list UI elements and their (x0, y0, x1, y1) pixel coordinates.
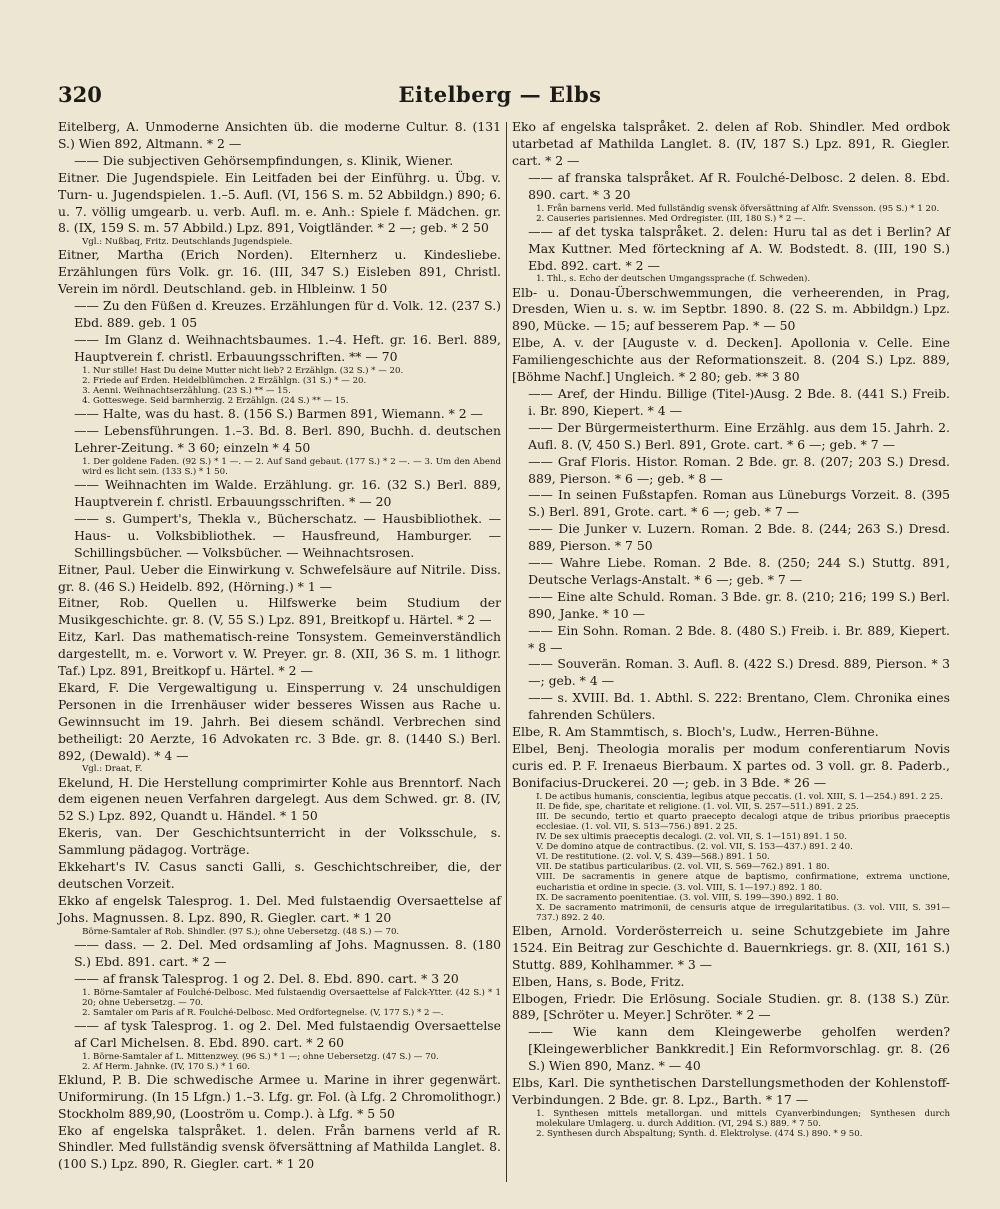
catalog-entry: Eitner, Rob. Quellen u. Hilfswerke beim Studium der Musikgeschichte. gr. 8. (V, 55 S.) Lpz. 891, Breitkopf u. Härtel. * 2 — (58, 595, 501, 628)
continuation-entry: —— af franska talspråket. Af R. Foulché-Delbosc. 2 delen. 8. Ebd. 890. cart. * 3 20 (528, 169, 950, 202)
sub-entry: 3. Aenni. Weihnachtserzählung. (23 S.) ** — 15. (82, 385, 291, 396)
sub-entry: 4. Gotteswege. Seid barmherzig. 2 Erzählgn. (24 S.) ** — 15. (82, 396, 349, 407)
sub-entry: VI. De restitutione. (2. vol. V, S. 439—568.) 891. 1 50. (536, 852, 770, 863)
continuation-entry: —— Weihnachten im Walde. Erzählung. gr. 16. (32 S.) Berl. 889, Hauptverein f. christl. Erbauungsschriften. * — 20 (74, 477, 501, 509)
catalog-entry: Elbe, A. v. der [Auguste v. d. Decken]. Apollonia v. Celle. Eine Familiengeschichte aus der Reformationszeit. 8. (204 S.) Lpz. 889, [Böhme Nachf.] Ungleich. * 2 80; geb. ** 3 80 (512, 335, 950, 385)
sub-entry: 1. Börne-Samtaler af Foulché-Delbosc. Med fulstaendig Oversaettelse af Falck-Ytter. (42 S.) * 1 20; ohne Uebersetzg. — 70. (82, 987, 501, 1008)
sub-entry: 1. Börne-Samtaler af L. Mittenzwey. (96 S.) * 1 —; ohne Uebersetzg. (47 S.) — 70. (82, 1051, 439, 1062)
catalog-entry: Eitelberg, A. Unmoderne Ansichten üb. die moderne Cultur. 8. (131 S.) Wien 892, Altmann. * 2 — (58, 119, 501, 151)
column-divider (506, 122, 507, 1182)
running-title: Eitelberg — Elbs (398, 82, 602, 107)
catalog-entry: Elb- u. Donau-Überschwemmungen, die verheerenden, in Prag, Dresden, Wien u. s. w. im Septbr. 1890. 8. (22 S. m. Abbildgn.) Lpz. 890, Mücke. — 15; auf besserem Pap. * — 50 (512, 284, 950, 334)
sub-entry: VIII. De sacramentis in genere atque de baptismo, confirmatione, extrema unctione, eucharistia et ordine in specie. (3. vol. VIII, S. 1—197.) 892. 1 80. (536, 872, 950, 893)
sub-entry: 1. Från barnens verld. Med fullständig svensk öfversättning af Alfr. Svensson. (95 S.) * 1 20. (536, 203, 940, 214)
continuation-entry: —— s. Gumpert's, Thekla v., Bücherschatz. — Hausbibliothek. — Haus- u. Volksbibliothek. — Hausfreund, Hamburger. — Schillingsbücher. — Volksbücher. — Weihnachtsrosen. (74, 510, 501, 560)
sub-entry: III. De secundo, tertio et quarto praecepto decalogi atque de tribus prioribus praeceptis ecclesiae. (1. vol. VII, S. 513—756.) 891. 2 25. (536, 811, 950, 832)
catalog-entry: Elbel, Benj. Theologia moralis per modum conferentiarum Novis curis ed. P. F. Irenaeus Bierbaum. X partes od. 3 voll. gr. 8. Paderb., Bonifacius-Druckerei. 20 —; geb. in 3 Bde. * 26 — (512, 741, 950, 790)
sub-entry: 1. Synthesen mittels metallorgan. und mittels Cyanverbindungen; Synthesen durch molekulare Umlagerg. u. durch Addition. (VI, 294 S.) 889. * 7 50. (536, 1108, 950, 1129)
sub-entry: 1. Nur stille! Hast Du deine Mutter nicht lieb? 2 Erzählgn. (32 S.) * — 20. (82, 365, 404, 376)
sub-entry: 2. Causeries parisiennes. Med Ordregister. (III, 180 S.) * 2 —. (536, 213, 806, 224)
catalog-entry: Eitner. Die Jugendspiele. Ein Leitfaden bei der Einführg. u. Übg. v. Turn- u. Jugendspielen. 1.–5. Aufl. (VI, 156 S. m. 52 Abbildgn.) 890; 6. u. 7. völlig umgearb. u. verb. Aufl. m. e. Anh.: Spiele f. Mädchen. gr. 8. (IX, 159 S. m. 57 Abbild.) Lpz. 891, Voigtländer. * 2 —; geb. * 2 50 (58, 169, 501, 236)
catalog-entry: Elbe, R. Am Stammtisch, s. Bloch's, Ludw., Herren-Bühne. (512, 724, 879, 740)
continuation-entry: —— Die subjectiven Gehörsempfindungen, s. Klinik, Wiener. (74, 152, 454, 168)
continuation-entry: —— Ein Sohn. Roman. 2 Bde. 8. (480 S.) Freib. i. Br. 889, Kiepert. * 8 — (528, 622, 950, 655)
catalog-entry: Eko af engelska talspråket. 1. delen. Från barnens verld af R. Shindler. Med fullständig svensk öfversättning af Mathilda Langlet. 8. (100 S.) Lpz. 890, R. Giegler. cart. * 1 20 (58, 1122, 501, 1172)
catalog-entry: Eitner, Paul. Ueber die Einwirkung v. Schwefelsäure auf Nitrile. Diss. gr. 8. (46 S.) Heidelb. 892, (Hörning.) * 1 — (58, 561, 501, 594)
left-column (58, 119, 501, 1173)
continuation-entry: —— Souverän. Roman. 3. Aufl. 8. (422 S.) Dresd. 889, Pierson. * 3 —; geb. * 4 — (528, 656, 950, 689)
continuation-entry: —— Wahre Liebe. Roman. 2 Bde. 8. (250; 244 S.) Stuttg. 891, Deutsche Verlags-Anstalt. * 6 —; geb. * 7 — (528, 555, 950, 587)
catalog-entry: Elbs, Karl. Die synthetischen Darstellungsmethoden der Kohlenstoff-Verbindungen. 2 Bde. gr. 8. Lpz., Barth. * 17 — (512, 1075, 950, 1107)
catalog-entry: Eko af engelska talspråket. 2. delen af Rob. Shindler. Med ordbok utarbetad af Mathilda Langlet. 8. (IV, 187 S.) Lpz. 891, R. Giegler. cart. * 2 — (512, 119, 950, 168)
continuation-entry: —— Die Junker v. Luzern. Roman. 2 Bde. 8. (244; 263 S.) Dresd. 889, Pierson. * 7 50 (528, 521, 950, 554)
catalog-entry: Ekkehart's IV. Casus sancti Galli, s. Geschichtschreiber, die, der deutschen Vorzeit. (58, 859, 501, 891)
continuation-entry: —— dass. — 2. Del. Med ordsamling af Johs. Magnussen. 8. (180 S.) Ebd. 891. cart. * 2 — (74, 936, 501, 969)
catalog-entry: Eklund, P. B. Die schwedische Armee u. Marine in ihrer gegenwärt. Uniformirung. (In 15 Lfgn.) 1.–3. Lfg. gr. Fol. (à Lfg. 2 Chromolithogr.) Stockholm 889,90, (Looström u. Comp.). à Lfg. * 5 50 (58, 1071, 501, 1121)
page-number: 320 (58, 82, 102, 107)
continuation-entry: —— Wie kann dem Kleingewerbe geholfen werden? [Kleingewerblicher Bankkredit.] Ein Reformvorschlag. gr. 8. (26 S.) Wien 890, Manz. * — 40 (528, 1024, 950, 1074)
catalog-entry: Eitz, Karl. Das mathematisch-reine Tonsystem. Gemeinverständlich dargestellt, m. e. Vorwort v. W. Preyer. gr. 8. (XII, 36 S. m. 1 lithogr. Taf.) Lpz. 891, Breitkopf u. Härtel. * 2 — (58, 629, 501, 679)
sub-entry: II. De fide, spe, charitate et religione. (1. vol. VII, S. 257—511.) 891. 2 25. (536, 801, 859, 812)
sub-entry: Börne-Samtaler af Rob. Shindler. (97 S.); ohne Uebersetzg. (48 S.) — 70. (82, 926, 400, 937)
sub-entry: IV. De sex ultimis praeceptis decalogi. (2. vol. VII, S. 1—151) 891. 1 50. (536, 832, 847, 843)
continuation-entry: —— Der Bürgermeisterthurm. Eine Erzählg. aus dem 15. Jahrh. 2. Aufl. 8. (V, 450 S.) Berl. 891, Grote. cart. * 6 —; geb. * 7 — (528, 419, 950, 452)
sub-entry: X. De sacramento matrimonii, de censuris atque de irregularitatibus. (3. vol. VIII, S. 391—737.) 892. 2 40. (536, 902, 950, 923)
sub-entry: 1. Der goldene Faden. (92 S.) * 1 —. — 2. Auf Sand gebaut. (177 S.) * 2 —. — 3. Um den Abend wird es licht sein. (133 S.) * 1 50. (82, 456, 501, 477)
catalog-entry: Eitner, Martha (Erich Norden). Elternherz u. Kindesliebe. Erzählungen fürs Volk. gr. 16. (III, 347 S.) Eisleben 891, Christl. Verein im nördl. Deutschland. geb. in Hlbleinw. 1 50 (58, 247, 501, 297)
continuation-entry: —— Graf Floris. Histor. Roman. 2 Bde. gr. 8. (207; 203 S.) Dresd. 889, Pierson. * 6 —; geb. * 8 — (528, 453, 950, 486)
continuation-entry: —— af tysk Talesprog. 1. og 2. Del. Med fulstaendig Oversaettelse af Carl Michelsen. 8. Ebd. 890. cart. * 2 60 (74, 1017, 501, 1050)
catalog-entry: Elbogen, Friedr. Die Erlösung. Sociale Studien. gr. 8. (138 S.) Zür. 889, [Schröter u. Meyer.] Schröter. * 2 — (512, 990, 950, 1023)
continuation-entry: —— Eine alte Schuld. Roman. 3 Bde. gr. 8. (210; 216; 199 S.) Berl. 890, Janke. * 10 — (528, 588, 950, 621)
sub-entry: 2. Synthesen durch Abspaltung; Synth. d. Elektrolyse. (474 S.) 890. * 9 50. (536, 1129, 863, 1140)
sub-entry: 2. Friede auf Erden. Heidelblümchen. 2 Erzählgn. (31 S.) * — 20. (82, 375, 367, 386)
catalog-entry: Ekko af engelsk Talesprog. 1. Del. Med fulstaendig Oversaettelse af Johs. Magnussen. 8. Lpz. 890, R. Giegler. cart. * 1 20 (58, 892, 501, 925)
catalog-entry: Ekeris, van. Der Geschichtsunterricht in der Volksschule, s. Sammlung pädagog. Vorträge. (58, 825, 501, 858)
sub-entry: Vgl.: Nußbaq, Fritz. Deutschlands Jugendspiele. (82, 237, 293, 248)
continuation-entry: —— In seinen Fußstapfen. Roman aus Lüneburgs Vorzeit. 8. (395 S.) Berl. 891, Grote. cart. * 6 —; geb. * 7 — (528, 487, 950, 520)
right-column (512, 119, 950, 1139)
page-header (0, 82, 1000, 116)
continuation-entry: —— Lebensführungen. 1.–3. Bd. 8. Berl. 890, Buchh. d. deutschen Lehrer-Zeitung. * 3 60; einzeln * 4 50 (74, 423, 501, 455)
sub-entry: V. De domino atque de contractibus. (2. vol. VII, S. 153—437.) 891. 2 40. (536, 842, 853, 853)
sub-entry: 2. Samtaler om Paris af R. Foulché-Delbosc. Med Ordfortegnelse. (V, 177 S.) * 2 —. (82, 1007, 444, 1018)
continuation-entry: —— Aref, der Hindu. Billige (Titel-)Ausg. 2 Bde. 8. (441 S.) Freib. i. Br. 890, Kiepert. * 4 — (528, 385, 950, 418)
catalog-entry: Ekard, F. Die Vergewaltigung u. Einsperrung v. 24 unschuldigen Personen in die Irrenhäuser wider besseres Wissen aus Rache u. Gewinnsucht im 19. Jahrh. Bei diesem schändl. Verbrechen sind betheiligt: 20 Aerzte, 16 Advokaten rc. 3 Bde. gr. 8. (1440 S.) Berl. 892, (Dewald). * 4 — (58, 679, 501, 763)
catalog-entry: Ekelund, H. Die Herstellung comprimirter Kohle aus Brenntorf. Nach dem eigenen neuen Verfahren dargelegt. Aus dem Schwed. gr. 8. (IV, 52 S.) Lpz. 892, Quandt u. Händel. * 1 50 (58, 774, 501, 824)
continuation-entry: —— Halte, was du hast. 8. (156 S.) Barmen 891, Wiemann. * 2 — (74, 406, 483, 422)
sub-entry: I. De actibus humanis, conscientia, legibus atque peccatis. (1. vol. XIII, S. 1—254.) 891. 2 25. (536, 791, 943, 802)
sub-entry: VII. De statibus particularibus. (2. vol. VII, S. 569—762.) 891. 1 80. (536, 862, 830, 873)
continuation-entry: —— af fransk Talesprog. 1 og 2. Del. 8. Ebd. 890. cart. * 3 20 (74, 970, 459, 986)
continuation-entry: —— af det tyska talspråket. 2. delen: Huru tal as det i Berlin? Af Max Kuttner. Med förteckning af A. W. Bodstedt. 8. (III, 190 S.) Ebd. 892. cart. * 2 — (528, 223, 950, 273)
continuation-entry: —— Zu den Füßen d. Kreuzes. Erzählungen für d. Volk. 12. (237 S.) Ebd. 889. geb. 1 05 (74, 298, 501, 331)
continuation-entry: —— Im Glanz d. Weihnachtsbaumes. 1.–4. Heft. gr. 16. Berl. 889, Hauptverein f. christl. Erbauungsschriften. ** — 70 (74, 331, 501, 364)
sub-entry: 2. Af Herm. Jahnke. (IV, 170 S.) * 1 60. (82, 1061, 251, 1072)
catalog-entry: Elben, Hans, s. Bode, Fritz. (512, 973, 685, 989)
catalog-entry: Elben, Arnold. Vorderösterreich u. seine Schutzgebiete im Jahre 1524. Ein Beitrag zur Geschichte d. Bauernkriegs. gr. 8. (XII, 161 S.) Stuttg. 889, Kohlhammer. * 3 — (512, 922, 950, 972)
sub-entry: 1. Thl., s. Echo der deutschen Umgangssprache (f. Schweden). (536, 274, 811, 285)
sub-entry: Vgl.: Draat, F. (82, 764, 143, 775)
sub-entry: IX. De sacramento poenitentiae. (3. vol. VIII, S. 199—390.) 892. 1 80. (536, 892, 839, 903)
continuation-entry: —— s. XVIII. Bd. 1. Abthl. S. 222: Brentano, Clem. Chronika eines fahrenden Schülers. (528, 690, 950, 723)
